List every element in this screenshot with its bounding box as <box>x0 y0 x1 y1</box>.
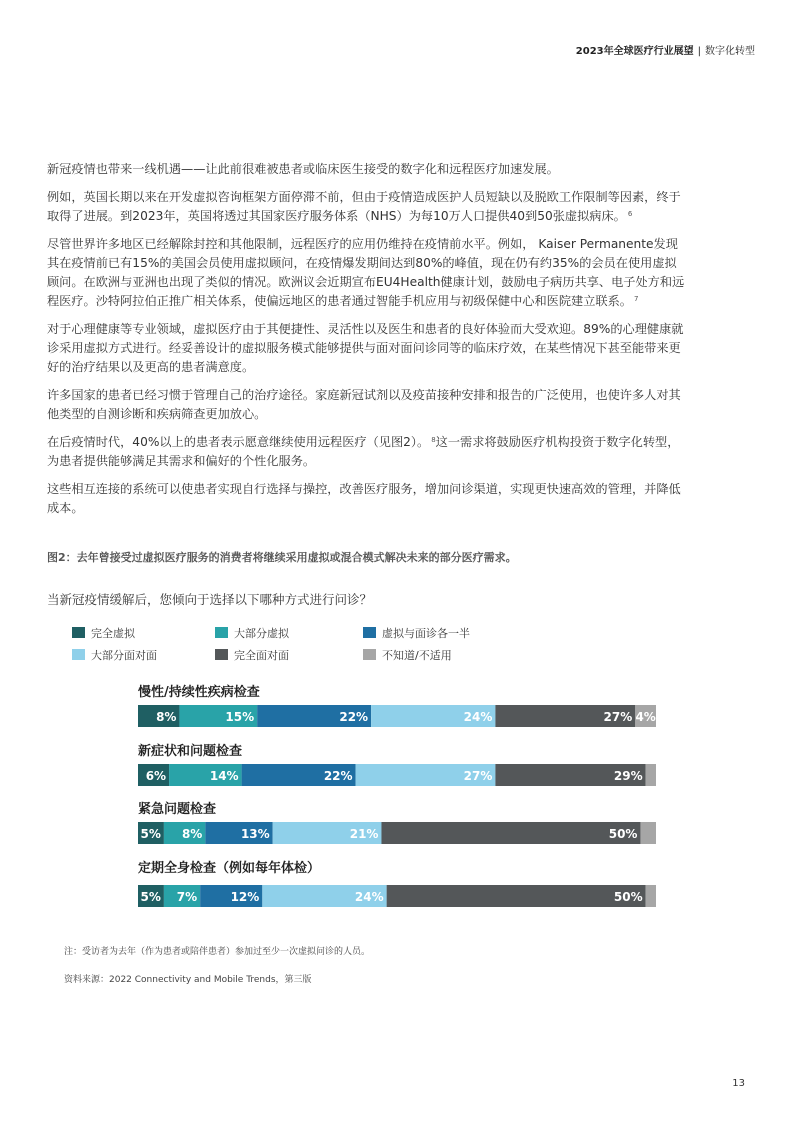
paragraph-text: 对于心理健康等专业领域，虚拟医疗由于其便捷性、灵活性以及医生和患者的良好体验而大受欢迎。89%的心理健康就诊采用虚拟方式进行。经妥善设计的虚拟服务模式能够提供与面对面问诊同等的临床疗效，在某些情况下甚至能带来更好的治疗结果以及更高的患者满意度。 <box>47 322 684 374</box>
data-label: 5% <box>140 890 161 904</box>
header-separator: | <box>697 46 701 57</box>
paragraph-text: 尽管世界许多地区已经解除封控和其他限制，远程医疗的应用仍维持在疫情前水平。例如， Kaiser Permanente发现其在疫情前已有15%的美国会员使用虚拟顾问，在疫情爆发期间达到80%的峰值，现在仍有约35%的会员在使用虚拟顾问。在欧洲与亚洲也出现了类似的情况。欧洲议会近期宣布EU4Health健康计划，鼓励电子病历共享、电子处方和远程医疗。沙特阿拉伯正推广相关体系，使偏远地区的患者通过智能手机应用与初级保健中心和医院建立联系。 <box>47 237 685 308</box>
chart-source: 资料来源：2022 Connectivity and Mobile Trends，第三版 <box>64 975 312 985</box>
data-label: 22% <box>323 769 353 783</box>
legend-label: 完全面对面 <box>234 649 289 662</box>
legend-label: 大部分面对面 <box>91 649 157 662</box>
bar-segment <box>381 822 640 844</box>
paragraph-text: 许多国家的患者已经习惯于管理自己的治疗途径。家庭新冠试剂以及疫苗接种安排和报告的广泛使用，也使许多人对其他类型的自测诊断和疾病筛查更加放心。 <box>47 388 681 421</box>
footnote-ref: 7 <box>634 295 639 303</box>
data-label: 50% <box>608 827 638 841</box>
chart-note: 注：受访者为去年（作为患者或陪伴患者）参加过至少一次虚拟问诊的人员。 <box>64 947 371 957</box>
page-number: 13 <box>732 1078 745 1089</box>
data-label: 22% <box>339 710 369 724</box>
footnote-ref: 6 <box>627 210 633 218</box>
bar-segment <box>646 885 656 907</box>
data-label: 5% <box>140 827 161 841</box>
data-label: 24% <box>463 710 493 724</box>
data-label: 24% <box>354 890 384 904</box>
data-label: 27% <box>463 769 493 783</box>
section-name: 数字化转型 <box>705 46 755 57</box>
bar-segment <box>640 822 656 844</box>
paragraph-text: 新冠疫情也带来一线机遇——让此前很难被患者或临床医生接受的数字化和远程医疗加速发展。 <box>47 162 559 176</box>
category-label: 新症状和问题检查 <box>138 744 243 759</box>
category-label: 紧急问题检查 <box>138 802 217 817</box>
legend-label: 大部分虚拟 <box>234 627 289 640</box>
category-label: 定期全身检查（例如每年体检） <box>138 861 321 876</box>
data-label: 21% <box>349 827 379 841</box>
bar-segment <box>646 764 656 786</box>
report-title: 2023年全球医疗行业展望 <box>575 46 694 57</box>
survey-question: 当新冠疫情缓解后，您倾向于选择以下哪种方式进行问诊？ <box>47 592 373 607</box>
legend-label: 完全虚拟 <box>91 627 135 640</box>
data-label: 8% <box>181 827 203 841</box>
data-label: 14% <box>209 769 239 783</box>
data-label: 27% <box>603 710 633 724</box>
bar-segment <box>387 885 646 907</box>
paragraph-text-continued: 这一需求将鼓励医疗机构投资于数字化转型，为患者提供能够满足其需求和偏好的个性化服务。 <box>47 435 680 468</box>
data-label: 12% <box>230 890 260 904</box>
data-label: 8% <box>156 710 177 724</box>
paragraph-text: 在后疫情时代，40%以上的患者表示愿意继续使用远程医疗（见图2）。 <box>47 435 430 449</box>
data-label: 15% <box>225 710 255 724</box>
data-label: 29% <box>613 769 643 783</box>
legend-label: 不知道/不适用 <box>382 649 452 662</box>
footnote-ref: 8 <box>431 436 436 444</box>
data-label: 6% <box>145 769 167 783</box>
legend-label: 虚拟与面诊各一半 <box>382 627 470 640</box>
data-label: 4% <box>635 710 656 724</box>
paragraph-text: 例如，英国长期以来在开发虚拟咨询框架方面停滞不前，但由于疫情造成医护人员短缺以及脱欧工作限制等因素，终于取得了进展。到2023年，英国将透过其国家医疗服务体系（NHS）为每10万人口提供40到50张虚拟病床。 <box>47 190 681 223</box>
data-label: 7% <box>176 890 198 904</box>
data-label: 13% <box>240 827 270 841</box>
figure-title: 图2：去年曾接受过虚拟医疗服务的消费者将继续采用虚拟或混合模式解决未来的部分医疗需求。 <box>47 551 517 564</box>
category-label: 慢性/持续性疾病检查 <box>138 685 260 700</box>
paragraph-text: 这些相互连接的系统可以使患者实现自行选择与操控，改善医疗服务，增加问诊渠道，实现更快速高效的管理，并降低成本。 <box>47 482 681 515</box>
data-label: 50% <box>613 890 643 904</box>
